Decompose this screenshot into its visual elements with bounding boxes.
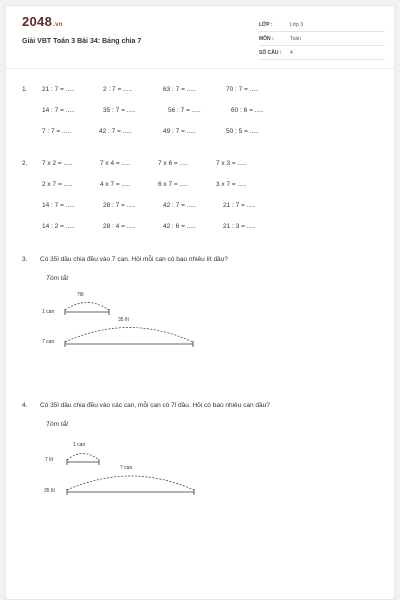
q4-top-label: 1 can (73, 442, 86, 448)
q4-segment-diagram (5, 5, 395, 600)
meta-key: LỚP : (259, 22, 273, 28)
meta-row-count (259, 47, 385, 60)
exercise-cell: 7 x 2 = ..... (42, 160, 73, 167)
question-number: 1. (22, 86, 28, 93)
q3-top-brace (65, 303, 109, 311)
q4-summary-label: Tóm tắt (46, 421, 69, 428)
document-page (5, 5, 395, 600)
exercise-cell: 63 : 7 = ..... (163, 86, 196, 93)
question-number: 4. (22, 402, 28, 409)
q4-row1-label: 7 lít (45, 457, 54, 463)
exercise-cell: 56 : 7 = ..... (168, 107, 201, 114)
exercise-cell: 6 x 7 = ..... (158, 181, 189, 188)
site-logo[interactable] (22, 14, 63, 29)
q4-mid-label: ? can (120, 465, 133, 471)
exercise-cell: 7 x 3 = ..... (216, 160, 247, 167)
exercise-cell: 21 : 7 = ..... (42, 86, 75, 93)
meta-table (259, 19, 385, 61)
exercise-cell: 35 : 7 = ..... (103, 107, 136, 114)
q3-row1-label: 1 can (42, 309, 55, 315)
exercise-cell: 7 : 7 = ..... (42, 128, 72, 135)
q3-row2-label: 7 can (42, 339, 55, 345)
exercise-cell: 4 x 7 = ..... (100, 181, 131, 188)
exercise-cell: 14 : 2 = ..... (42, 223, 75, 230)
exercise-cell: 2 : 7 = ..... (103, 86, 133, 93)
exercise-cell: 28 : 4 = ..... (103, 223, 136, 230)
exercise-cell: 21 : 7 = ..... (223, 202, 256, 209)
meta-value: 4 (290, 50, 293, 56)
meta-value: Lớp 3 (290, 22, 304, 28)
exercise-cell: 7 x 6 = ..... (158, 160, 189, 167)
meta-key: SỐ CÂU : (259, 50, 282, 56)
q3-summary-label: Tóm tắt (46, 275, 69, 282)
exercise-cell: 21 : 3 = ..... (223, 223, 256, 230)
q4-bottom-brace (67, 476, 194, 490)
exercise-cell: 70 : 7 = ..... (226, 86, 259, 93)
meta-value: Toán (290, 36, 301, 42)
q3-top-label: ?lít (77, 292, 84, 298)
exercise-cell: 42 : 6 = ..... (163, 223, 196, 230)
document-header (6, 6, 394, 69)
exercise-cell: 50 : 5 = ..... (226, 128, 259, 135)
q4-top-brace (67, 454, 99, 461)
q3-bottom-brace (65, 328, 193, 343)
exercise-cell: 14 : 7 = ..... (42, 107, 75, 114)
logo-main: 2048 (22, 14, 53, 29)
exercise-cell: 42 : 7 = ..... (163, 202, 196, 209)
meta-row-class (259, 19, 385, 32)
exercise-cell: 3 x 7 = ..... (216, 181, 247, 188)
logo-suffix: .vn (53, 22, 63, 28)
question-3-text: Có 35l dầu chia đều vào 7 can. Hỏi mỗi can có bao nhiêu lít dầu? (40, 256, 228, 263)
exercise-cell: 14 : 7 = ..... (42, 202, 75, 209)
exercise-cell: 7 x 4 = ..... (100, 160, 131, 167)
exercise-cell: 49 : 7 = ..... (163, 128, 196, 135)
q4-row2-label: 35 lít (44, 488, 55, 494)
question-4-text: Có 35l dầu chia đều vào các can, mỗi can có 7l dầu. Hỏi có bao nhiêu can dầu? (40, 402, 270, 409)
question-number: 2. (22, 160, 28, 167)
exercise-cell: 60 : 6 = ..... (231, 107, 264, 114)
q3-segment-diagram (5, 5, 395, 600)
exercise-cell: 2 x 7 = ..... (42, 181, 73, 188)
meta-key: MÔN : (259, 36, 274, 42)
exercise-cell: 42 : 7 = ..... (99, 128, 132, 135)
meta-row-subject (259, 33, 385, 46)
document-title: Giải VBT Toán 3 Bài 34: Bảng chia 7 (22, 38, 142, 45)
question-number: 3. (22, 256, 28, 263)
exercise-cell: 28 : 7 = ..... (103, 202, 136, 209)
q3-mid-label: 35 lít (118, 317, 129, 323)
